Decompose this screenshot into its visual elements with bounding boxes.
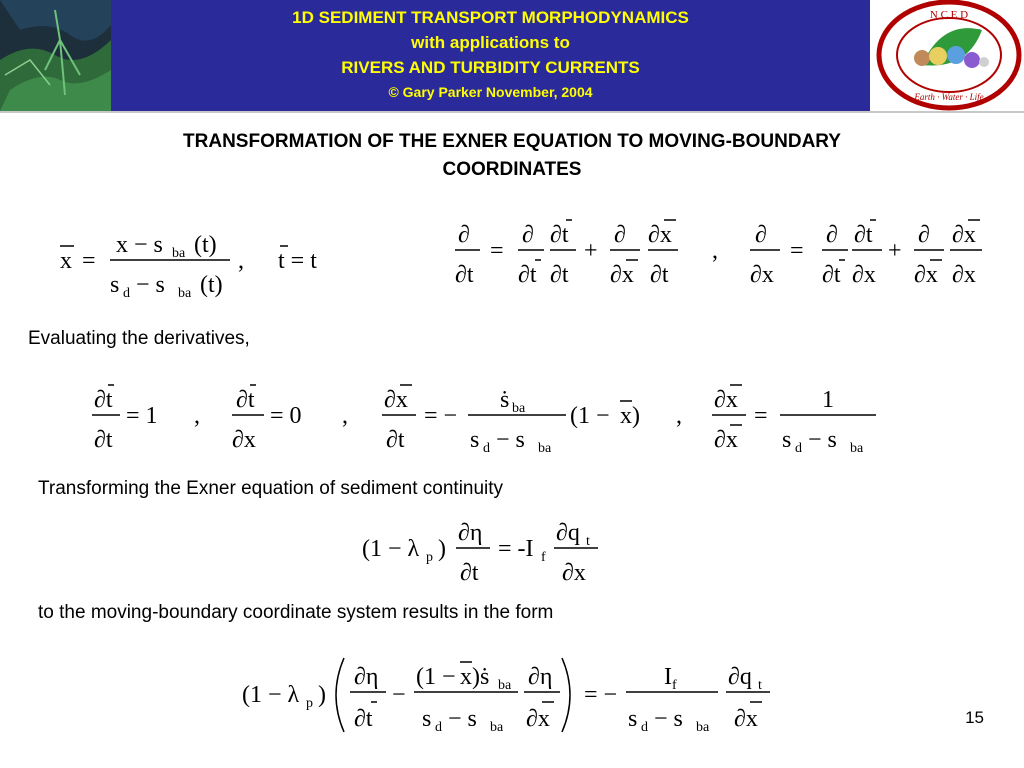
svg-text:∂t: ∂t xyxy=(550,222,569,248)
svg-text:− s: − s xyxy=(448,706,477,732)
text-transforming-exner: Transforming the Exner equation of sediment continuity xyxy=(38,478,504,499)
svg-text:∂: ∂ xyxy=(755,222,767,248)
svg-text:x)ṡ: x)ṡ xyxy=(460,664,490,690)
svg-text:∂: ∂ xyxy=(522,222,534,248)
svg-text:ba: ba xyxy=(512,401,526,416)
svg-text:∂η: ∂η xyxy=(458,520,483,546)
svg-text:= −: = − xyxy=(584,682,618,708)
svg-text:,: , xyxy=(712,238,718,264)
svg-text:∂: ∂ xyxy=(918,222,930,248)
svg-text:∂t: ∂t xyxy=(236,387,255,413)
svg-text:N C E D: N C E D xyxy=(929,9,969,21)
equation-chain-rule xyxy=(450,210,1000,305)
equation-transformed-exner xyxy=(240,650,800,745)
svg-text:d: d xyxy=(483,441,490,456)
svg-text:t: t xyxy=(586,534,590,549)
svg-text:=: = xyxy=(490,238,504,264)
slide-title xyxy=(40,128,984,184)
svg-text:∂x: ∂x xyxy=(610,262,634,288)
svg-text:ba: ba xyxy=(490,720,504,735)
svg-text:,: , xyxy=(342,403,348,429)
svg-text:−: − xyxy=(392,682,406,708)
svg-text:= -I: = -I xyxy=(498,536,534,562)
svg-text:ba: ba xyxy=(178,286,192,301)
svg-text:f: f xyxy=(672,678,677,693)
svg-text:s: s xyxy=(422,706,432,732)
svg-text:∂t: ∂t xyxy=(386,427,405,453)
svg-text:s: s xyxy=(628,706,638,732)
svg-text:∂: ∂ xyxy=(826,222,838,248)
svg-text:d: d xyxy=(123,286,130,301)
svg-text:∂q: ∂q xyxy=(728,664,752,690)
svg-text:s: s xyxy=(110,272,120,298)
svg-text:d: d xyxy=(641,720,648,735)
svg-text:∂t: ∂t xyxy=(460,560,479,586)
svg-text:∂t: ∂t xyxy=(354,706,373,732)
svg-text:∂t: ∂t xyxy=(854,222,873,248)
svg-text:= −: = − xyxy=(424,403,458,429)
svg-text:= 0: = 0 xyxy=(270,403,302,429)
slide-title-line2: COORDINATES xyxy=(442,159,582,180)
svg-text:∂x: ∂x xyxy=(714,427,738,453)
svg-text:∂t: ∂t xyxy=(455,262,474,288)
svg-text:,: , xyxy=(238,248,244,274)
svg-text:∂x: ∂x xyxy=(384,387,408,413)
svg-text:d: d xyxy=(795,441,802,456)
svg-text:x: x xyxy=(60,248,72,274)
svg-text:p: p xyxy=(426,550,433,565)
delta-satellite-image xyxy=(0,0,111,111)
svg-text:∂η: ∂η xyxy=(528,664,553,690)
svg-text:=: = xyxy=(754,403,768,429)
course-topic: RIVERS AND TURBIDITY CURRENTS xyxy=(341,58,640,77)
svg-text:t = t: t = t xyxy=(278,248,317,274)
course-title: 1D SEDIMENT TRANSPORT MORPHODYNAMICS xyxy=(292,8,689,27)
svg-text:=: = xyxy=(82,248,96,274)
svg-text:− s: − s xyxy=(136,272,165,298)
svg-text:ba: ba xyxy=(172,246,186,261)
svg-text:ṡ: ṡ xyxy=(500,387,510,413)
svg-text:∂x: ∂x xyxy=(714,387,738,413)
svg-text:∂x: ∂x xyxy=(914,262,938,288)
svg-text:∂: ∂ xyxy=(458,222,470,248)
svg-text:∂x: ∂x xyxy=(750,262,774,288)
text-result-form: to the moving-boundary coordinate system results in the form xyxy=(38,602,554,623)
slide-title-line1: TRANSFORMATION OF THE EXNER EQUATION TO MOVING-BOUNDARY xyxy=(183,131,841,152)
svg-text:∂t: ∂t xyxy=(822,262,841,288)
svg-text:): ) xyxy=(318,682,326,708)
svg-text:d: d xyxy=(435,720,442,735)
equation-coordinate-transform xyxy=(50,220,350,315)
svg-text:− s: − s xyxy=(654,706,683,732)
svg-text:s: s xyxy=(470,427,480,453)
nced-logo xyxy=(872,0,1024,111)
svg-text:t: t xyxy=(758,678,762,693)
svg-text:∂x: ∂x xyxy=(952,222,976,248)
svg-text:(1 −: (1 − xyxy=(570,403,610,429)
svg-text:+: + xyxy=(584,238,598,264)
svg-text:p: p xyxy=(306,696,313,711)
svg-text:+: + xyxy=(888,238,902,264)
svg-text:ba: ba xyxy=(498,678,512,693)
text-evaluating-derivatives: Evaluating the derivatives, xyxy=(28,328,250,349)
svg-text:1: 1 xyxy=(822,387,834,413)
svg-text:ba: ba xyxy=(850,441,864,456)
svg-text:(1 − λ: (1 − λ xyxy=(242,682,300,708)
header-divider xyxy=(0,111,1024,113)
svg-text:∂x: ∂x xyxy=(232,427,256,453)
svg-text:=: = xyxy=(790,238,804,264)
equation-exner xyxy=(360,510,620,599)
svg-text:(1 −: (1 − xyxy=(416,664,456,690)
course-banner xyxy=(111,0,870,111)
svg-text:∂x: ∂x xyxy=(648,222,672,248)
svg-text:f: f xyxy=(541,550,546,565)
course-subtitle: with applications to xyxy=(411,33,570,52)
svg-text:(t): (t) xyxy=(194,232,217,258)
svg-text:∂x: ∂x xyxy=(562,560,586,586)
svg-text:x − s: x − s xyxy=(116,232,163,258)
svg-text:− s: − s xyxy=(496,427,525,453)
svg-text:∂t: ∂t xyxy=(518,262,537,288)
svg-text:(t): (t) xyxy=(200,272,223,298)
svg-text:,: , xyxy=(676,403,682,429)
equation-derivatives xyxy=(90,375,890,470)
svg-text:x): x) xyxy=(620,403,640,429)
svg-text:= 1: = 1 xyxy=(126,403,158,429)
svg-text:s: s xyxy=(782,427,792,453)
svg-text:∂t: ∂t xyxy=(550,262,569,288)
svg-text:Earth · Water · Life: Earth · Water · Life xyxy=(914,92,984,102)
svg-text:− s: − s xyxy=(808,427,837,453)
page-number: 15 xyxy=(965,708,984,727)
svg-text:∂x: ∂x xyxy=(734,706,758,732)
svg-text:ba: ba xyxy=(696,720,710,735)
svg-text:∂t: ∂t xyxy=(94,427,113,453)
svg-text:∂: ∂ xyxy=(614,222,626,248)
svg-text:∂η: ∂η xyxy=(354,664,379,690)
svg-text:∂q: ∂q xyxy=(556,520,580,546)
svg-text:∂x: ∂x xyxy=(526,706,550,732)
svg-text:): ) xyxy=(438,536,446,562)
slide-header xyxy=(0,0,1024,111)
svg-text:∂x: ∂x xyxy=(952,262,976,288)
svg-text:∂t: ∂t xyxy=(94,387,113,413)
svg-text:I: I xyxy=(664,664,672,690)
copyright-notice: © Gary Parker November, 2004 xyxy=(388,84,593,100)
svg-text:ba: ba xyxy=(538,441,552,456)
svg-text:(1 − λ: (1 − λ xyxy=(362,536,420,562)
svg-text:,: , xyxy=(194,403,200,429)
svg-text:∂x: ∂x xyxy=(852,262,876,288)
svg-text:∂t: ∂t xyxy=(650,262,669,288)
